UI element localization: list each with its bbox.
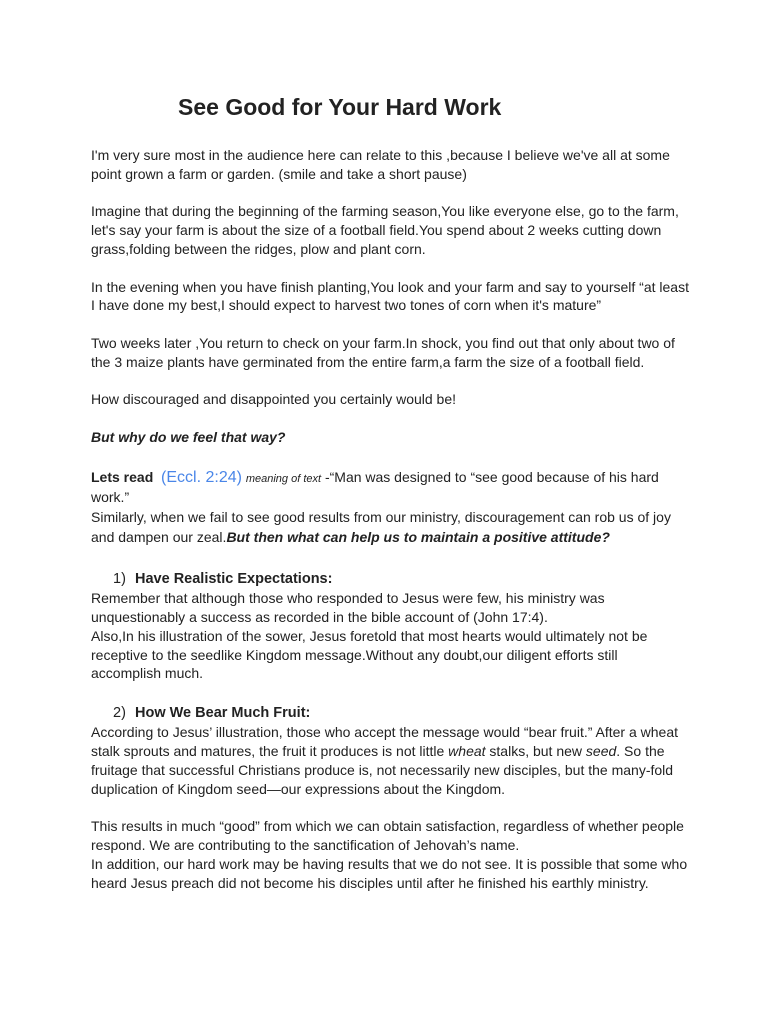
section-2-text-a: According to Jesus’ illustration, those who accept the message would “bear fruit.” After a wheat stalk sprouts and matures, the fruit it produces is not little (91, 724, 679, 759)
section-2-paragraph-3: In addition, our hard work may be having results that we do not see. It is possible that some who heard Jesus preach did not become his disciples until after he finished his earthly ministry. (91, 855, 688, 891)
section-1-title: Have Realistic Expectations: (135, 571, 333, 588)
section-2-title: How We Bear Much Fruit: (135, 705, 311, 722)
paragraph-question: But why do we feel that way? (91, 428, 286, 445)
paragraph-lets-read (91, 468, 691, 508)
section-1-paragraph-2: Also,In his illustration of the sower, Jesus foretold that most hearts would ultimately not be receptive to the seedlike Kingdom message.Without any doubt,our diligent efforts still accomplish much. (91, 627, 648, 682)
scripture-quote: -“Man was designed to “see good because of his hard work.” (91, 468, 659, 506)
spacer (91, 409, 691, 428)
document-body (91, 146, 691, 892)
spacer (91, 372, 691, 391)
paragraph-similarly (91, 507, 691, 547)
paragraph-evening: In the evening when you have finish planting,You look and your farm and say to yourself “at least I have done my best,I should expect to harvest two tones of corn when it's mature” (91, 278, 689, 314)
spacer (91, 184, 691, 203)
section-2-wheat: wheat (448, 742, 486, 759)
section-2-seed: seed (585, 742, 617, 759)
similarly-emphasis: But then what can help us to maintain a positive attitude? (226, 529, 610, 546)
section-1-heading (91, 569, 691, 589)
paragraph-imagine: Imagine that during the beginning of the farming season,You like everyone else, go to the farm, let's say your farm is about the size of a football field.You spend about 2 weeks cutting down grass,folding between the ridges, plow and plant corn. (91, 203, 679, 257)
paragraph-discouraged: How discouraged and disappointed you certainly would be! (91, 391, 457, 408)
section-2-text-b: stalks, but new (485, 742, 586, 759)
scripture-reference-link[interactable]: (Eccl. 2:24) (161, 468, 242, 486)
section-2-text-c: . So the fruitage that successful Christians produce is, not necessarily new disciples, but the many-fold duplication of Kingdom seed—our expressions about the Kingdom. (91, 742, 674, 797)
section-2-paragraph-2: This results in much “good” from which we can obtain satisfaction, regardless of whether people respond. We are contributing to the sanctification of Jehovah’s name. (91, 818, 684, 853)
spacer (91, 259, 691, 278)
paragraph-two-weeks: Two weeks later ,You return to check on your farm.In shock, you find out that only about two of the 3 maize plants have germinated from the entire farm,a farm the size of a football field. (91, 334, 675, 370)
similarly-text: Similarly, when we fail to see good results from our ministry, discouragement can rob us of joy and dampen our zeal. (91, 509, 671, 546)
section-1-number: 1) (113, 571, 126, 588)
spacer (91, 447, 691, 466)
paragraph-intro: I'm very sure most in the audience here can relate to this ,because I believe we've all at some point grown a farm or garden. (smile and take a short pause) (91, 147, 670, 182)
section-2-paragraph-1 (91, 723, 691, 798)
spacer (91, 315, 691, 334)
page-title: See Good for Your Hard Work (178, 94, 502, 120)
lets-read-label: Lets read (91, 468, 154, 485)
section-2-number: 2) (113, 705, 126, 722)
section-1-paragraph-1: Remember that although those who responded to Jesus were few, his ministry was unquestionably a success as recorded in the bible account of (John 17:4). (91, 590, 605, 625)
spacer (91, 798, 691, 817)
meaning-label: meaning of text (245, 472, 322, 485)
section-2-heading (91, 703, 691, 723)
